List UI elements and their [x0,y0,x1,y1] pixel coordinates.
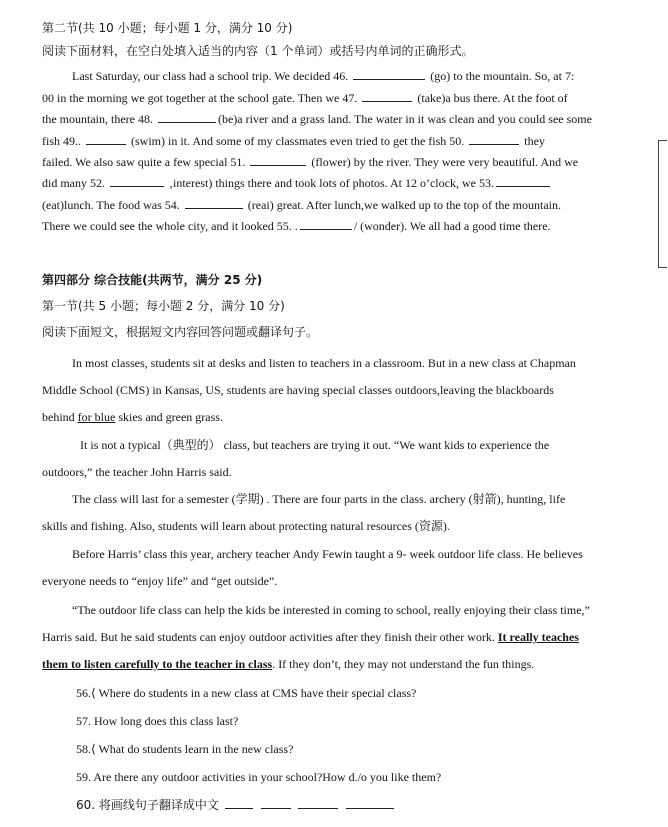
passage-line: In most classes, students sit at desks and listen to teachers in a classroom. But in a new class at Chapman [72,356,576,370]
answer-blank-50[interactable] [469,133,519,145]
cloze-text: Last Saturday, our class had a school trip. We decided 46. [72,69,352,83]
passage-text: behind [42,410,78,424]
cloze-text: (take)a bus there. At the foot of [414,91,568,105]
question-60 [76,797,656,813]
answer-blank-60d[interactable] [346,797,394,809]
passage-line: The class will last for a semester (学期) . There are four parts in the class. archery (射箭), hunting, life [72,492,566,506]
underlined-sentence: It really teaches [497,630,579,644]
answer-blank-55[interactable] [300,218,352,230]
passage-line: outdoors,” the teacher John Harris said. [42,465,232,479]
cloze-line-4 [42,133,656,149]
passage-line [42,629,656,645]
answer-blank-54[interactable] [185,197,243,209]
cloze-line-3 [42,111,656,127]
passage-text: Harris said. But he said students can enjoy outdoor activities after they finish their other work. [42,630,498,644]
passage-line: Before Harris’ class this year, archery teacher Andy Fewin taught a 9- week outdoor life class. He believes [72,547,583,561]
cloze-text: the mountain, there 48. [42,112,156,126]
part4-section1-heading: 第一节(共 5 小题；每小题 2 分，满分 10 分) [42,299,285,313]
cloze-line-6 [42,175,656,191]
answer-blank-60a[interactable] [225,797,253,809]
cloze-line-2 [42,90,656,106]
question-57: 57. How long does this class last? [76,714,239,728]
scan-margin-bracket [658,140,667,268]
question-59: 59. Are there any outdoor activities in your school?How d./o you like them? [76,770,442,784]
passage-line [42,656,656,672]
cloze-text: There we could see the whole city, and it looked 55. . [42,219,298,233]
underlined-phrase: for blue [77,410,116,424]
cloze-text: did many 52. [42,176,108,190]
cloze-text: (be)a river and a grass land. The water in it was clean and you could see some [217,112,592,126]
cloze-text: ‚interest) things there and took lots of photos. At 12 o’clock, we 53. [166,176,494,190]
cloze-line-5 [42,154,656,170]
answer-blank-60c[interactable] [298,797,338,809]
answer-blank-60b[interactable] [261,797,291,809]
question-56: 56.⟨ Where do students in a new class at CMS have their special class? [76,686,417,700]
underlined-sentence: them to listen carefully to the teacher in class [42,657,273,671]
answer-blank-52[interactable] [110,175,164,187]
passage-line: Middle School (CMS) in Kansas, US, students are having special classes outdoors,leaving the blackboards [42,383,554,397]
passage-line: everyone needs to “enjoy life” and “get outside”. [42,574,278,588]
cloze-text: (swim) in it. And some of my classmates even tried to get the fish 50. [128,134,468,148]
part4-instruction: 阅读下面短文，根据短文内容回答问题或翻译句子。 [42,325,319,339]
cloze-text: 00 in the morning we got together at the school gate. Then we 47. [42,91,361,105]
cloze-line-1 [72,68,656,84]
answer-blank-49[interactable] [86,133,126,145]
cloze-text: they [521,134,545,148]
cloze-text: (flower) by the river. They were very beautiful. And we [308,155,579,169]
passage-line: It is not a typical（典型的） class, but teachers are trying it out. “We want kids to experience the [80,438,550,452]
passage-text: . If they don’t, they may not understand the fun things. [272,657,535,671]
answer-blank-53[interactable] [496,175,550,187]
cloze-text: / (wonder). We all had a good time there. [353,219,551,233]
cloze-text: (go) to the mountain. So, at 7: [427,69,575,83]
passage-line: skills and fishing. Also, students will learn about protecting natural resources (资源). [42,519,450,533]
answer-blank-51[interactable] [250,154,306,166]
part4-heading: 第四部分 综合技能(共两节，满分 25 分) [42,273,263,287]
question-58: 58.⟨ What do students learn in the new class? [76,742,294,756]
answer-blank-47[interactable] [362,90,412,102]
answer-blank-48[interactable] [158,111,216,123]
cloze-text: (reai) great. After lunch,we walked up to the top of the mountain. [244,198,561,212]
cloze-line-7 [42,197,656,213]
passage-line: “The outdoor life class can help the kids be interested in coming to school, really enjoying their class time,” [72,603,590,617]
section2-instruction: 阅读下面材料，在空白处填入适当的内容（1 个单词）或括号内单词的正确形式。 [42,44,474,58]
cloze-line-8 [42,218,656,234]
passage-line [42,409,656,425]
question-60-text: 60. 将画线句子翻译成中文 [76,798,219,812]
section2-heading: 第二节(共 10 小题；每小题 1 分，满分 10 分) [42,21,293,35]
cloze-text: fish 49.. [42,134,84,148]
passage-text: skies and green grass. [115,410,223,424]
answer-blank-46[interactable] [353,68,425,80]
cloze-text: failed. We also saw quite a few special 51. [42,155,249,169]
cloze-text: (eat)lunch. The food was 54. [42,198,183,212]
